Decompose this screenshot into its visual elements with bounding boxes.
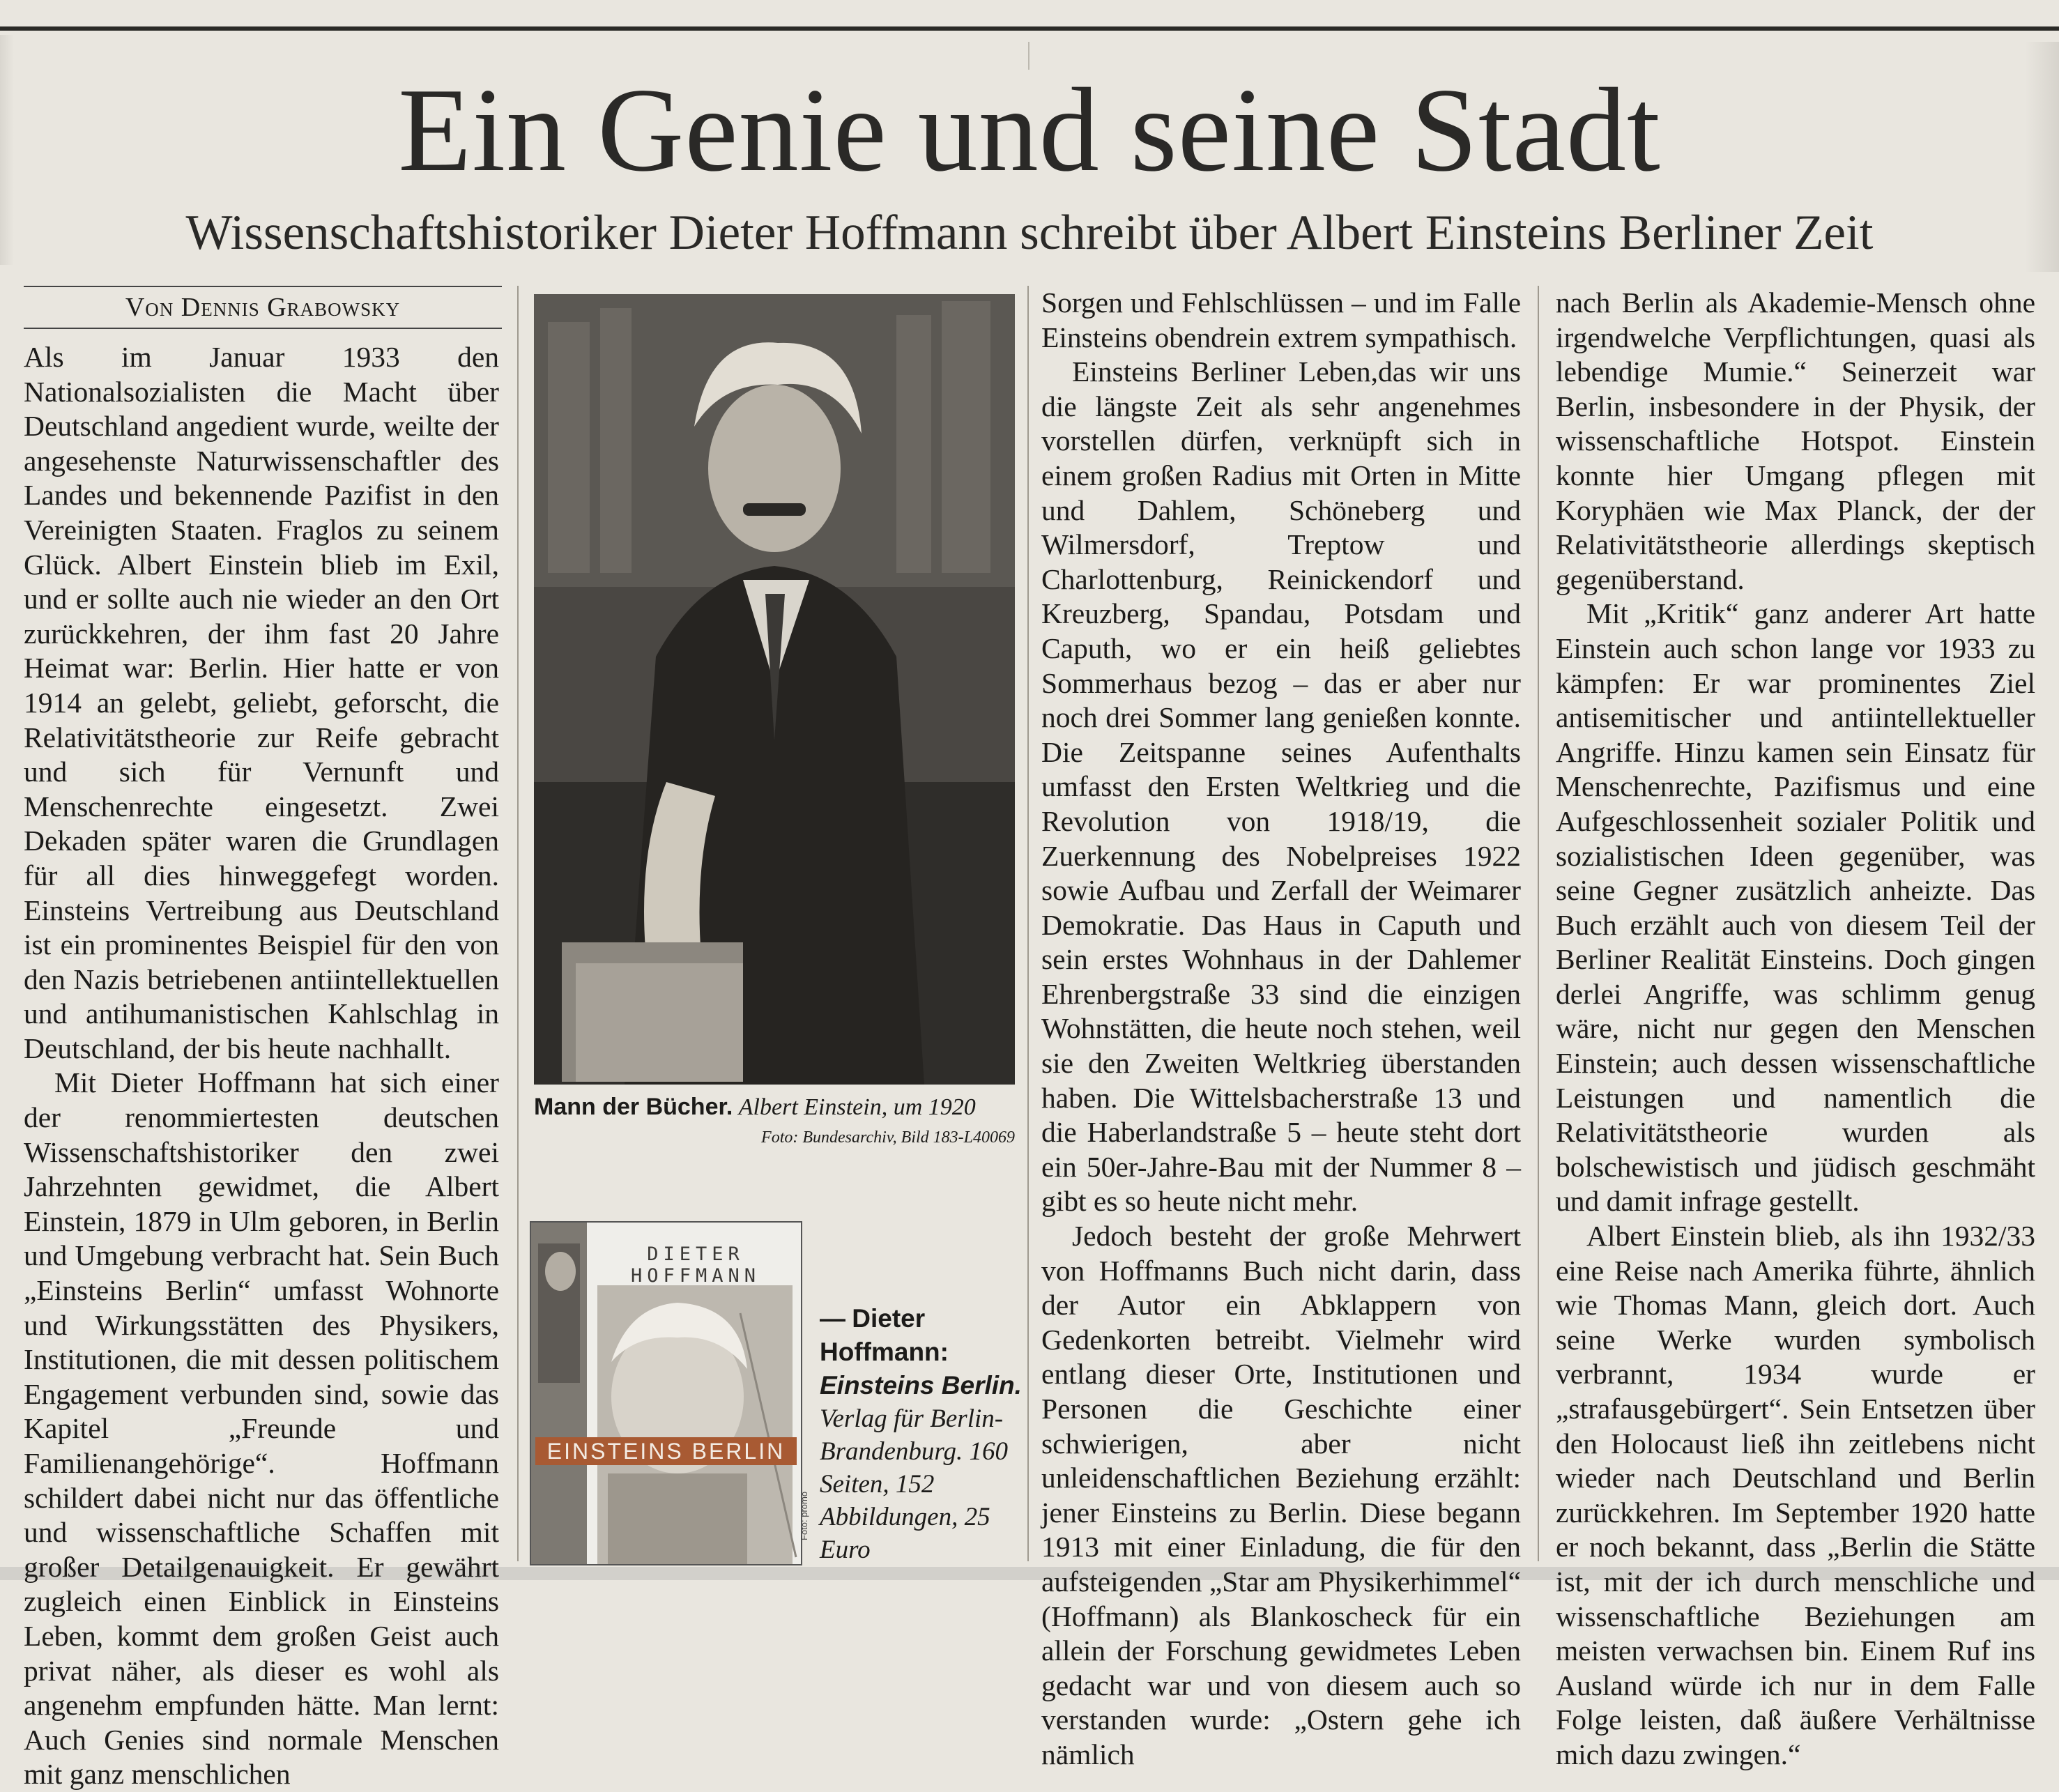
column-4-paragraph-2: Mit „Kritik“ ganz anderer Art hatte Einstein auch schon lange vor 1933 zu kämpfen: Er war prominentes Ziel antisemitischer und antiintellektueller Angriffe. Hinzu kamen sein Einsatz für Menschenrechte, Pazifismus und eine Aufgeschlossenheit sozialer Politik und sozialistischen Ideen gegenüber, was seine Gegner zusätzlich anheizte. Das Buch erzählt auch von diesem Teil der Berliner Realität Einsteins. Doch gingen derlei Angriffe, was schlimm genug wäre, nicht nur gegen den Menschen Einstein; auch dessen wissenschaftliche Leistungen und namentlich die Relativitätstheorie wurden als bolschewistisch und jüdisch geschmäht und damit infrage gestellt. [1556,597,2035,1218]
byline-text: Von Dennis Grabowsky [125,293,401,322]
column-3-paragraph-1: Sorgen und Fehlschlüssen – und im Falle Einsteins obendrein extrem sympathisch. [1041,286,1521,353]
book-info-dash: — [820,1304,845,1333]
book-info-title: Einsteins Berlin. [820,1371,1022,1400]
book-info [820,1302,1029,1566]
column-1-paragraph-1: Als im Januar 1933 den Nationalsozialisten die Macht über Deutschland angedient wurde, weilte der angesehenste Naturwissenschaftler des Landes und bekennende Pazifist in den Vereinigten Staaten. Fraglos zu seinem Glück. Albert Einstein blieb im Exil, und er sollte auch nie wieder an den Ort zurückkehren, der ihm fast 20 Jahre Heimat war: Berlin. Hier hatte er von 1914 an gelebt, geliebt, geforscht, die Relativitätstheorie zur Reife gebracht und sich für Vernunft und Menschenrechte eingesetzt. Zwei Dekaden später waren die Grundlagen für all dies hinweggefegt worden. Einsteins Vertreibung aus Deutschland ist ein prominentes Beispiel für den von den Nazis betriebenen antiintellektuellen und antihumanistischen Kahlschlag in Deutschland, der bis heute nachhallt. [24,341,499,1064]
subheadline: Wissenschaftshistoriker Dieter Hoffmann schreibt über Albert Einsteins Berliner Zeit [185,206,1874,260]
column-4-paragraph-1: nach Berlin als Akademie-Mensch ohne irgendwelche Verpflichtungen, quasi als lebendige Mumie.“ Seinerzeit war Berlin, insbesondere in der Physik, der wissenschaftliche Hotspot. Einstein konnte hier Umgang pflegen mit Koryphäen wie Max Planck, der der Relativitätstheorie allerdings skeptisch gegenüberstand. [1556,286,2035,595]
book-cover [530,1221,802,1565]
column-4-paragraph-3: Albert Einstein blieb, als ihn 1932/33 eine Reise nach Amerika führte, ähnlich wie Thomas Mann, gleich dort. Auch seine Werke wurden symbolisch verbrannt, 1934 wurde er „strafausgebürgert“. Sein Entsetzen über den Holocaust ließ ihn zeitlebens nicht wieder nach Deutschland und Berlin zurückkehren. Im September 1920 hatte er noch bekannt, dass „Berlin die Stätte ist, mit der ich durch menschliche und wissenschaftliche Beziehungen am meisten verwachsen bin. Einem Ruf ins Ausland würde ich nur in dem Falle Folge leisten, daß äußere Verhältnisse mich dazu zwingen.“ [1556,1220,2035,1770]
photo-credit: Foto: Bundesarchiv, Bild 183-L40069 [761,1128,1015,1147]
byline [24,291,502,323]
column-1 [24,340,499,1792]
column-3-paragraph-3: Jedoch besteht der große Mehrwert von Hoffmanns Buch nicht darin, dass der Autor ein Abklappern von Gedenkorten betreibt. Vielmehr wird entlang dieser Orte, Institutionen und Personen die Geschichte einer schwierigen, aber nicht unleidenschaftlichen Beziehung erzählt: jener Einsteins zu Berlin. Diese begann 1913 mit einer Einladung, die für den aufsteigenden „Star am Physikerhimmel“ (Hoffmann) als Blankoscheck für ein allein der Forschung gewidmetes Leben gedacht war und von diesem auch so verstanden wurde: „Ostern gehe ich nämlich [1041,1220,1522,1770]
column-4 [1556,286,2035,1772]
column-1-paragraph-2: Mit Dieter Hoffmann hat sich einer der renommiertesten deutschen Wissenschaftshistoriker den zwei Jahrzehnten gewidmet, die Albert Einstein, 1879 in Ulm geboren, in Berlin und Umgebung verbracht hat. Sein Buch „Einsteins Berlin“ umfasst Wohnorte und Wirkungsstätten des Physikers, Institutionen, die mit dessen politischem Engagement verbunden sind, sowie das Kapitel „Freunde und Familienangehörige“. Hoffmann schildert dabei nicht nur das öffentliche und wissenschaftliche Schaffen mit großer Detailgenauigkeit. Er gewährt zugleich einen Einblick in Einsteins Leben, kommt dem großen Geist auch privat näher, als dieser es wohl als angenehm empfunden hätte. Man lernt: Auch Genies sind normale Menschen mit ganz menschlichen [24,1066,499,1791]
book-info-details: Verlag für Berlin-Brandenburg. 160 Seiten, 152 Abbildungen, 25 Euro [820,1404,1008,1564]
book-cover-credit: Foto: promo [799,1491,809,1540]
column-divider-3 [1538,286,1539,1561]
photo-caption-text: Albert Einstein, um 1920 [738,1094,976,1120]
byline-rule-bottom [24,328,502,329]
book-info-author: Dieter Hoffmann: [820,1304,949,1366]
byline-rule-top [24,286,502,287]
einstein-photo [534,294,1015,1085]
photo-caption [534,1093,1015,1121]
einstein-portrait-illustration [534,294,1015,1085]
top-rule [0,26,2059,31]
photo-caption-title: Mann der Bücher. [534,1094,733,1120]
book-cover-title: EINSTEINS BERLIN [535,1437,797,1465]
column-divider-1 [517,286,519,1561]
column-3 [1041,286,1521,1772]
column-3-paragraph-2: Einsteins Berliner Leben,das wir uns die längste Zeit als sehr angenehmes vorstellen dürfen, verknüpft sich in einem großen Radius mit Orten in Mitte und Dahlem, Schöneberg und Wilmersdorf, Treptow und Charlottenburg, Reinickendorf und Kreuzberg, Spandau, Potsdam und Caputh, wo er ein heiß geliebtes Sommerhaus bezog – das er aber nur noch drei Sommer lang genießen konnte. Die Zeitspanne seines Aufenthalts umfasst den Ersten Weltkrieg und die Revolution von 1918/19, die Zuerkennung des Nobelpreises 1922 sowie Aufbau und Zerfall der Weimarer Demokratie. Das Haus in Caputh und sein erstes Wohnhaus in der Dahlemer Ehrenbergstraße 33 sind die einzigen Wohnstätten, die heute noch stehen, weil sie den Zweiten Weltkrieg überstanden haben. Die Wittelsbacherstraße 13 und die Haberlandstraße 5 – heute steht dort ein 50er-Jahre-Bau mit der Nummer 8 – gibt es so heute nicht mehr. [1041,355,1521,1218]
book-cover-author: DIETER HOFFMANN [630,1243,761,1287]
headline: Ein Genie und seine Stadt [398,64,1661,197]
